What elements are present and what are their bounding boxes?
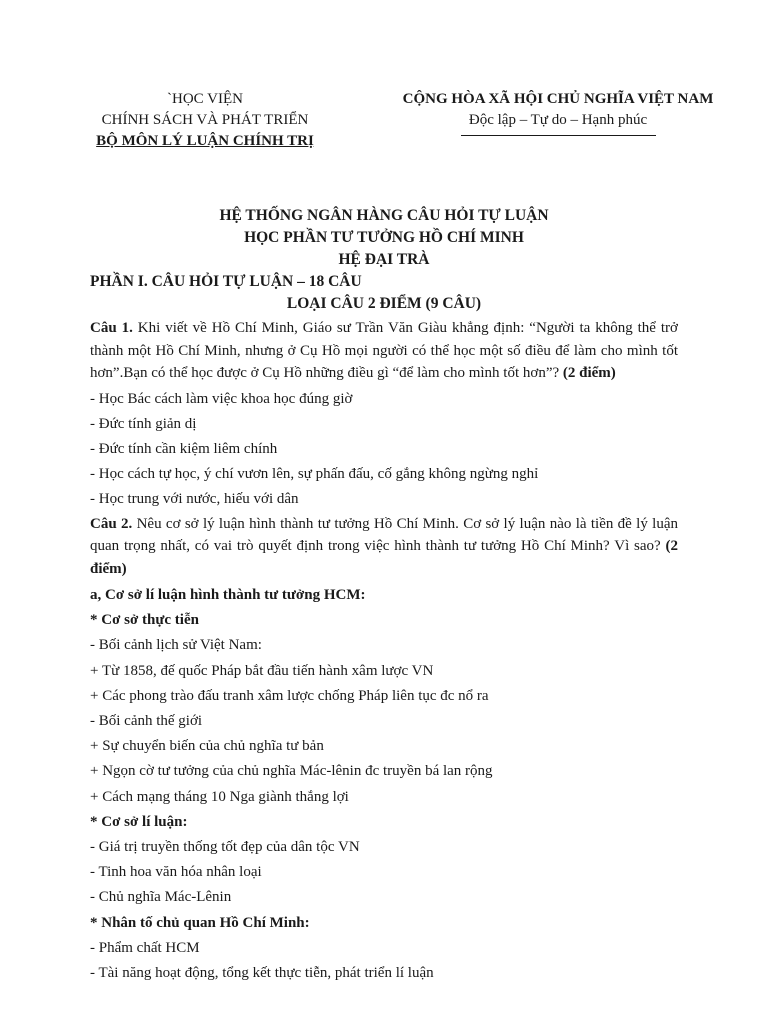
title-line-1: HỆ THỐNG NGÂN HÀNG CÂU HỎI TỰ LUẬN xyxy=(219,207,549,224)
answer-line: - Đức tính giản dị xyxy=(90,415,197,432)
part-title: PHẦN I. CÂU HỎI TỰ LUẬN – 18 CÂU xyxy=(90,273,362,290)
subsection-heading: * Cơ sở lí luận: xyxy=(90,813,188,830)
institution-subname: CHÍNH SÁCH VÀ PHÁT TRIỂN xyxy=(101,112,309,128)
answer-line: - Chủ nghĩa Mác-Lênin xyxy=(90,889,232,906)
answer-line: - Học trung với nước, hiếu với dân xyxy=(90,491,299,508)
title-line-3: HỆ ĐẠI TRÀ xyxy=(338,251,430,268)
document-title xyxy=(60,205,708,271)
national-motto: Độc lập – Tự do – Hạnh phúc xyxy=(468,112,648,128)
answer-line: + Cách mạng tháng 10 Nga giành thắng lợi xyxy=(90,788,349,805)
question-2 xyxy=(90,513,678,581)
institution-name: `HỌC VIỆN xyxy=(167,91,243,107)
answer-line: - Học Bác cách làm việc khoa học đúng giờ xyxy=(90,390,353,407)
answer-line: - Bối cảnh lịch sử Việt Nam: xyxy=(90,637,262,654)
answer-line: + Ngọn cờ tư tưởng của chủ nghĩa Mác-lênin đc truyền bá lan rộng xyxy=(90,763,493,780)
answer-line: - Đức tính cần kiệm liêm chính xyxy=(90,440,278,457)
answer-line: - Bối cảnh thế giới xyxy=(90,713,203,730)
answer-line: - Tinh hoa văn hóa nhân loại xyxy=(90,864,262,881)
motto-underline xyxy=(461,135,656,136)
department-name: BỘ MÔN LÝ LUẬN CHÍNH TRỊ xyxy=(96,133,314,149)
answer-line: + Sự chuyển biến của chủ nghĩa tư bản xyxy=(90,738,324,755)
answer-line: + Từ 1858, đế quốc Pháp bắt đầu tiến hành xâm lược VN xyxy=(90,662,434,679)
answer-line: - Tài năng hoạt động, tổng kết thực tiễn, phát triển lí luận xyxy=(90,965,434,982)
answer-line: - Học cách tự học, ý chí vươn lên, sự phấn đấu, cố gắng không ngừng nghỉ xyxy=(90,466,539,483)
question-2-text: Nêu cơ sở lý luận hình thành tư tưởng Hồ Chí Minh. Cơ sở lý luận nào là tiền đề lý luận quan trọng nhất, có vai trò quyết định trong việc hình thành tư tưởng Hồ Chí Minh? Vì sao? xyxy=(90,515,678,555)
answer-line: + Các phong trào đấu tranh xâm lược chống Pháp liên tục đc nổ ra xyxy=(90,687,489,704)
question-type-title: LOẠI CÂU 2 ĐIỂM (9 CÂU) xyxy=(286,295,482,312)
answer-line: - Giá trị truyền thống tốt đẹp của dân tộc VN xyxy=(90,839,360,856)
question-1-text: Khi viết về Hồ Chí Minh, Giáo sư Trần Văn Giàu khẳng định: “Người ta không thể trở thành một Hồ Chí Minh, nhưng ở Cụ Hồ mọi người có thể học một số điều để làm cho mình tốt hơn”.Bạn có thể học được ở Cụ Hồ những điều gì “để làm cho mình tốt hơn”? xyxy=(90,320,678,381)
section-heading: a, Cơ sở lí luận hình thành tư tưởng HCM: xyxy=(90,587,366,604)
title-line-2: HỌC PHẦN TƯ TƯỞNG HỒ CHÍ MINH xyxy=(244,229,524,246)
question-1 xyxy=(90,317,678,385)
institution-header xyxy=(60,89,350,152)
answer-line: - Phẩm chất HCM xyxy=(90,939,200,956)
subsection-heading: * Cơ sở thực tiễn xyxy=(90,612,199,629)
national-title: CỘNG HÒA XÃ HỘI CHỦ NGHĨA VIỆT NAM xyxy=(402,91,714,107)
question-1-points: (2 điểm) xyxy=(562,365,616,381)
question-2-label: Câu 2. xyxy=(90,515,133,532)
document-body xyxy=(90,317,678,986)
question-2-points: (2 điểm) xyxy=(90,538,678,577)
national-header xyxy=(378,89,738,136)
question-1-label: Câu 1. xyxy=(90,320,133,336)
subsection-heading: * Nhân tố chủ quan Hồ Chí Minh: xyxy=(90,914,310,931)
